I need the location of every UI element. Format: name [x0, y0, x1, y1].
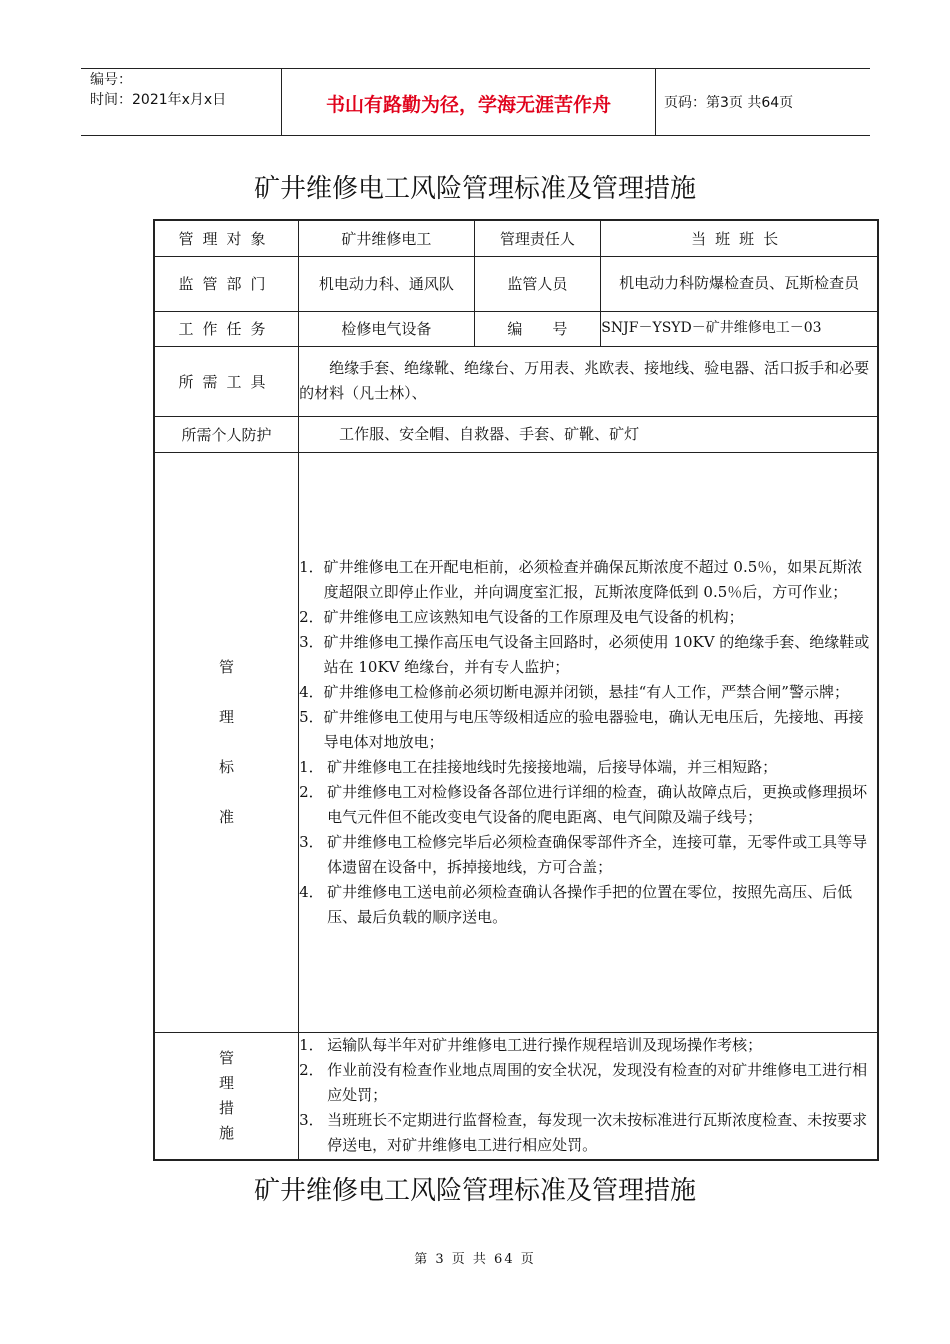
page-footer: 第 3 页 共 64 页 [414, 1252, 536, 1267]
list-item [299, 830, 877, 880]
item-text: 矿井维修电工对检修设备各部位进行详细的检查，确认故障点后，更换或修理损坏电气元件但不能改变电气设备的爬电距离、电气间隙及端子线号； [327, 782, 868, 826]
value-supervising-dept: 机电动力科、通风队 [299, 256, 475, 311]
label-required-tools: 所需工具 [154, 346, 299, 416]
document-title-repeat: 矿井维修电工风险管理标准及管理措施 [253, 1176, 696, 1206]
label-supervising-dept: 监管部门 [154, 256, 299, 311]
table-row [154, 1032, 878, 1160]
item-number: 2． [299, 782, 324, 801]
item-number: 4． [299, 682, 324, 701]
label-char: 措 [219, 1098, 235, 1117]
label-char: 管 [219, 1048, 235, 1067]
value-personal-protection: 工作服、安全帽、自救器、手套、矿靴、矿灯 [299, 416, 878, 452]
header-date: 时间：2021年x月x日 [90, 92, 227, 108]
item-text: 当班班长不定期进行监督检查，每发现一次未按标准进行瓦斯浓度检查、未按要求停送电，对矿井维修电工进行相应处罚。 [327, 1111, 868, 1155]
list-item [299, 705, 877, 755]
item-text: 矿井维修电工在挂接地线时先接接地端，后接导体端，并三相短路； [327, 757, 778, 776]
table-row [154, 416, 878, 452]
label-work-task: 工作任务 [154, 311, 299, 346]
label-personal-protection: 所需个人防护 [154, 416, 299, 452]
item-text: 运输队每半年对矿井维修电工进行操作规程培训及现场操作考核； [327, 1036, 763, 1055]
item-number: 1． [299, 557, 324, 576]
item-number: 3． [299, 1111, 324, 1130]
item-text: 作业前没有检查作业地点周围的安全状况，发现没有检查的对矿井维修电工进行相应处罚； [327, 1061, 868, 1105]
item-number: 3． [299, 832, 324, 851]
header-motto: 书山有路勤为径，学海无涯苦作舟 [325, 94, 611, 116]
item-number: 3． [299, 632, 324, 651]
list-item [299, 1058, 877, 1108]
table-row [154, 452, 878, 1032]
list-item [299, 780, 877, 830]
header-divider-2 [655, 68, 656, 136]
table-row [154, 346, 878, 416]
header-page-info: 页码：第3页 共64页 [664, 95, 794, 111]
item-text: 矿井维修电工检修前必须切断电源并闭锁，悬挂“有人工作，严禁合闸”警示牌； [323, 682, 849, 701]
list-item [299, 1033, 877, 1058]
label-char: 施 [219, 1123, 235, 1142]
list-item [299, 605, 877, 630]
label-management-measures [154, 1032, 299, 1160]
item-number: 5． [299, 707, 324, 726]
item-text: 矿井维修电工操作高压电气设备主回路时，必须使用 10KV 的绝缘手套、绝缘鞋或站在 10KV 绝缘台，并有专人监护； [323, 632, 870, 676]
list-item [299, 680, 877, 705]
list-item [299, 755, 877, 780]
label-char: 理 [219, 1073, 235, 1092]
item-number: 1． [299, 1036, 324, 1055]
measures-list [299, 1032, 878, 1160]
header-meta [90, 70, 226, 110]
table-row [154, 311, 878, 346]
header-top-rule [81, 68, 870, 69]
list-item [299, 630, 877, 680]
item-number: 4． [299, 882, 324, 901]
label-char: 管 [219, 658, 235, 676]
header-bottom-rule [81, 135, 870, 136]
risk-management-table [153, 219, 879, 1161]
label-char: 理 [219, 708, 235, 726]
item-text: 矿井维修电工应该熟知电气设备的工作原理及电气设备的机构； [323, 607, 744, 626]
item-text: 矿井维修电工检修完毕后必须检查确保零部件齐全，连接可靠，无零件或工具等导体遗留在设备中，拆掉接地线，方可合盖； [327, 832, 868, 876]
value-management-object: 矿井维修电工 [299, 220, 475, 256]
label-code-number: 编 号 [474, 311, 601, 346]
label-management-standards [154, 452, 299, 1032]
value-supervisor: 机电动力科防爆检查员、瓦斯检查员 [601, 256, 878, 311]
table-row [154, 256, 878, 311]
value-work-task: 检修电气设备 [299, 311, 475, 346]
label-char: 准 [219, 808, 235, 826]
item-number: 2． [299, 607, 324, 626]
item-text: 矿井维修电工在开配电柜前，必须检查并确保瓦斯浓度不超过 0.5％，如果瓦斯浓度超限立即停止作业，并向调度室汇报，瓦斯浓度降低到 0.5％后，方可作业； [323, 557, 863, 601]
list-item [299, 880, 877, 930]
item-text: 矿井维修电工使用与电压等级相适应的验电器验电，确认无电压后，先接地、再接导电体对地放电； [323, 707, 864, 751]
value-responsible-person: 当班班长 [601, 220, 878, 256]
label-management-object: 管理对象 [154, 220, 299, 256]
list-item [299, 555, 877, 605]
value-code-number: SNJF－YSYD－矿井维修电工－03 [601, 311, 878, 346]
standards-list [299, 452, 878, 1032]
item-text: 矿井维修电工送电前必须检查确认各操作手把的位置在零位，按照先高压、后低压、最后负载的顺序送电。 [327, 882, 853, 926]
label-responsible-person: 管理责任人 [474, 220, 601, 256]
header-code: 编号： [90, 72, 132, 88]
list-item [299, 1108, 877, 1158]
table-row [154, 220, 878, 256]
label-supervisor: 监管人员 [474, 256, 601, 311]
item-number: 2． [299, 1061, 324, 1080]
document-title: 矿井维修电工风险管理标准及管理措施 [253, 174, 696, 204]
label-char: 标 [219, 758, 235, 776]
item-number: 1． [299, 757, 324, 776]
value-required-tools: 绝缘手套、绝缘靴、绝缘台、万用表、兆欧表、接地线、验电器、活口扳手和必要的材料（凡士林）、 [299, 346, 878, 416]
